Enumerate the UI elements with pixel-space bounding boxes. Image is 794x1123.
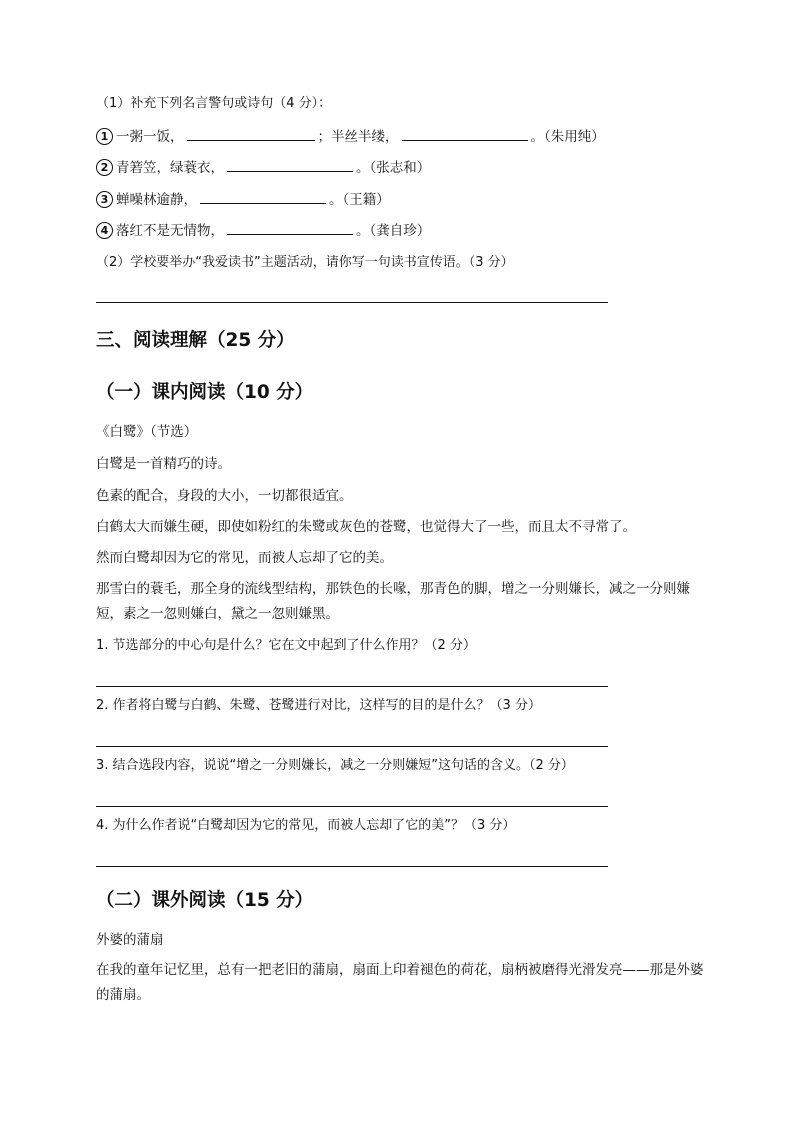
fill-item-3 [96, 189, 390, 210]
answer-blank[interactable] [187, 126, 315, 141]
comprehension-question-1: 1. 节选部分的中心句是什么？它在文中起到了什么作用？（2 分） [96, 638, 476, 653]
answer-line[interactable] [96, 302, 608, 303]
question-1-heading: （1）补充下列名言警句或诗句（4 分）： [96, 96, 332, 111]
fill-item-4-prompt: 落红不是无情物， [116, 223, 224, 239]
fill-item-4 [96, 220, 430, 241]
circled-number-4: 4 [96, 222, 113, 239]
answer-line[interactable] [96, 746, 608, 747]
answer-blank[interactable] [402, 126, 528, 141]
circled-number-2: 2 [96, 159, 113, 176]
fill-item-1-prompt: 一粥一饭， [116, 129, 184, 145]
answer-line[interactable] [96, 866, 608, 867]
circled-number-1: 1 [96, 128, 113, 145]
comprehension-question-4: 4. 为什么作者说“白鹭却因为它的常见，而被人忘却了它的美”？（3 分） [96, 818, 516, 833]
story-paragraph: 在我的童年记忆里，总有一把老旧的蒲扇，扇面上印着褪色的荷花，扇柄被磨得光滑发亮——那是外婆的蒲扇。 [96, 962, 704, 1003]
question-2-heading: （2）学校要举办“我爱读书”主题活动，请你写一句读书宣传语。（3 分） [96, 255, 514, 270]
answer-blank[interactable] [227, 157, 353, 172]
excerpt-paragraph: 白鹭是一首精巧的诗。 [96, 456, 231, 472]
section-3-title: 三、阅读理解（25 分） [96, 330, 295, 351]
fill-item-1-source: 。（朱用纯） [530, 129, 605, 145]
answer-line[interactable] [96, 806, 608, 807]
answer-blank[interactable] [227, 220, 353, 235]
story-title: 外婆的蒲扇 [96, 932, 164, 948]
fill-item-3-source: 。（王籍） [329, 192, 390, 208]
fill-item-3-prompt: 蝉噪林逾静， [116, 192, 197, 208]
answer-blank[interactable] [200, 189, 326, 204]
fill-item-2 [96, 157, 430, 178]
excerpt-paragraph: 色素的配合，身段的大小，一切都很适宜。 [96, 488, 353, 504]
excerpt-paragraph: 白鹤太大而嫌生硬，即使如粉红的朱鹭或灰色的苍鹭，也觉得大了一些，而且太不寻常了。 [96, 519, 636, 535]
fill-item-1-mid: ；半丝半缕， [317, 129, 399, 145]
part-2-title: （二）课外阅读（15 分） [96, 890, 314, 911]
circled-number-3: 3 [96, 191, 113, 208]
part-1-title: （一）课内阅读（10 分） [96, 382, 314, 403]
excerpt-paragraph: 那雪白的蓑毛，那全身的流线型结构，那铁色的长喙，那青色的脚，增之一分则嫌长，减之一分则嫌短，素之一忽则嫌白，黛之一忽则嫌黑。 [96, 581, 690, 622]
answer-line[interactable] [96, 686, 608, 687]
fill-item-2-prompt: 青箬笠，绿蓑衣， [116, 160, 224, 176]
fill-item-1 [96, 126, 605, 147]
excerpt-paragraph: 然而白鹭却因为它的常见，而被人忘却了它的美。 [96, 550, 393, 566]
fill-item-2-source: 。（张志和） [356, 160, 431, 176]
comprehension-question-2: 2. 作者将白鹭与白鹤、朱鹭、苍鹭进行对比，这样写的目的是什么？（3 分） [96, 698, 541, 713]
excerpt-source: 《白鹭》（节选） [96, 424, 198, 440]
fill-item-4-source: 。（龚自珍） [356, 223, 431, 239]
comprehension-question-3: 3. 结合选段内容，说说“增之一分则嫌长，减之一分则嫌短”这句话的含义。（2 分） [96, 758, 574, 773]
